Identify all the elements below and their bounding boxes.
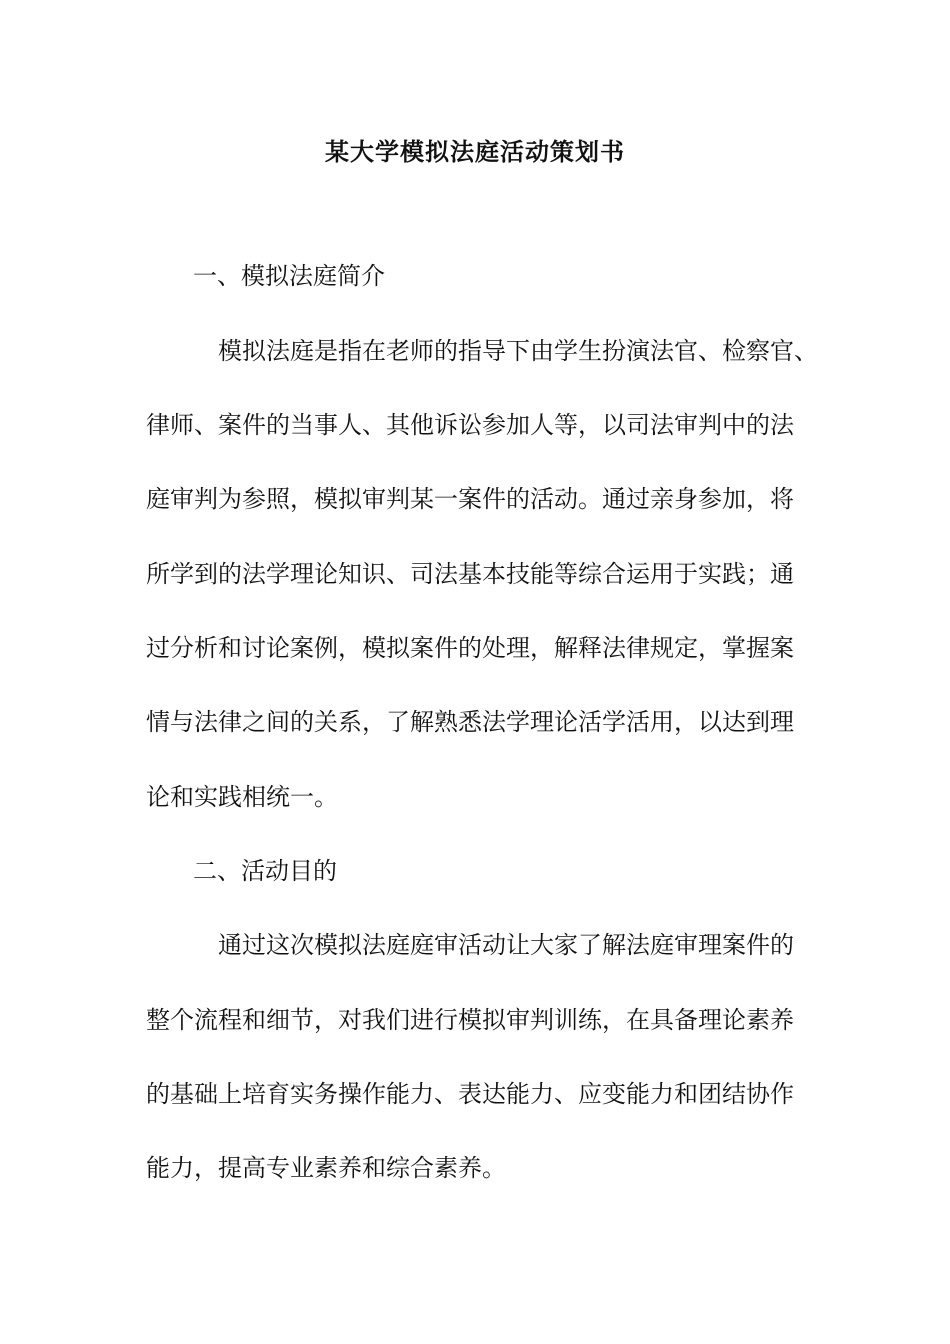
section-heading-purpose: 二、活动目的 [193,857,337,885]
paragraph-line: 过分析和讨论案例，模拟案件的处理，解释法律规定，掌握案 [146,634,794,662]
paragraph-line: 情与法律之间的关系，了解熟悉法学理论活学活用，以达到理 [146,708,794,736]
paragraph-line: 律师、案件的当事人、其他诉讼参加人等，以司法审判中的法 [146,411,794,439]
paragraph-line: 的基础上培育实务操作能力、表达能力、应变能力和团结协作 [146,1080,794,1108]
paragraph-line: 能力，提高专业素养和综合素养。 [146,1154,506,1182]
paragraph-line: 模拟法庭是指在老师的指导下由学生扮演法官、检察官、 [218,337,818,365]
section-heading-introduction: 一、模拟法庭简介 [193,262,385,290]
document-title: 某大学模拟法庭活动策划书 [325,137,625,166]
paragraph-line: 整个流程和细节，对我们进行模拟审判训练，在具备理论素养 [146,1006,794,1034]
paragraph-line: 所学到的法学理论知识、司法基本技能等综合运用于实践；通 [146,560,794,588]
paragraph-line: 通过这次模拟法庭庭审活动让大家了解法庭审理案件的 [218,931,794,959]
paragraph-line: 庭审判为参照，模拟审判某一案件的活动。通过亲身参加，将 [146,485,794,513]
paragraph-line: 论和实践相统一。 [146,783,338,811]
